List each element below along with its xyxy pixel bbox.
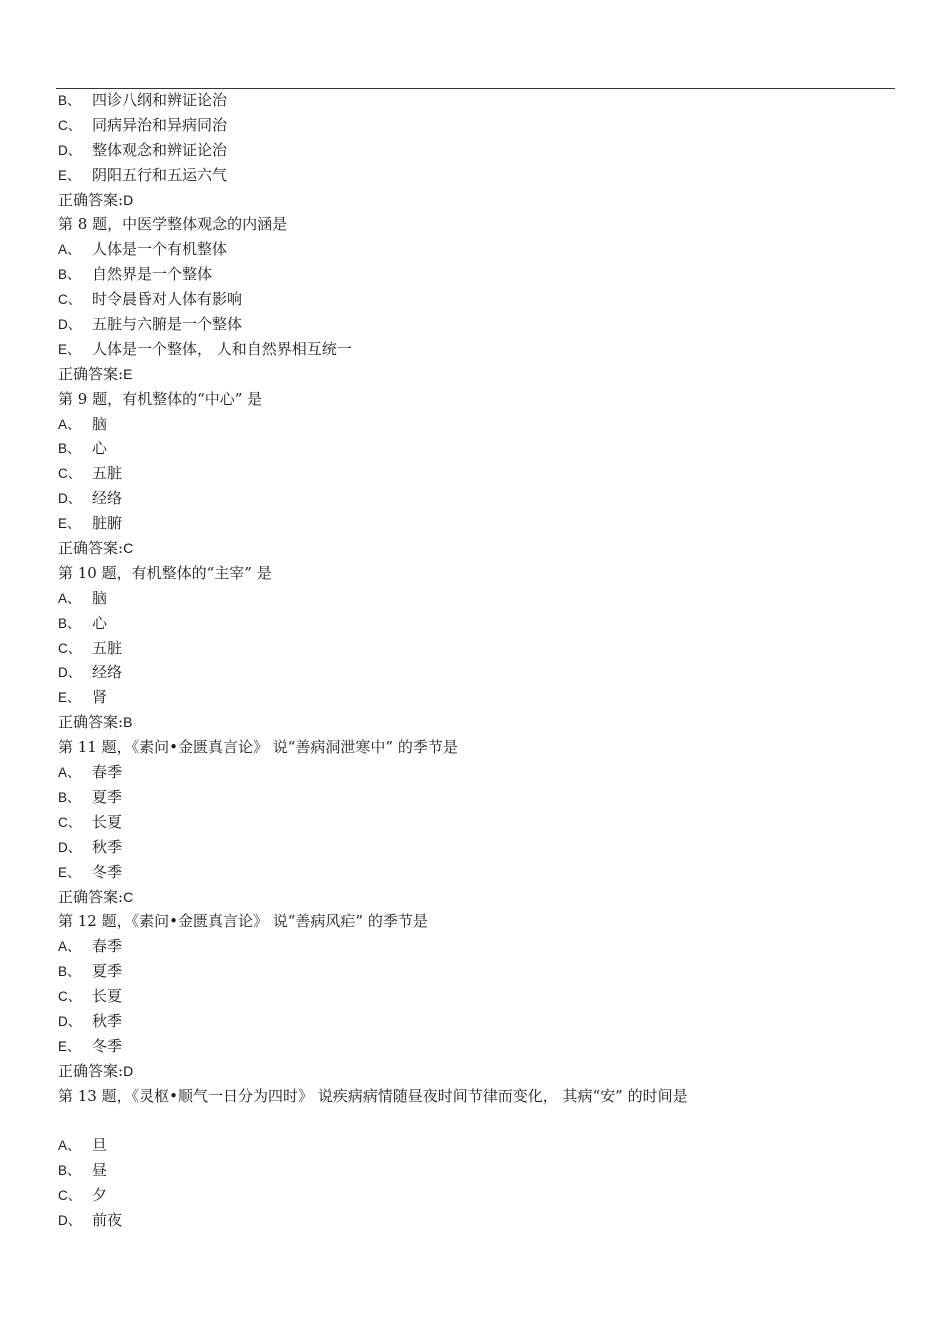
option-text: 心 (92, 613, 108, 632)
option-row (58, 436, 888, 461)
option-row (58, 237, 888, 262)
option-letter: A、 (58, 416, 81, 432)
option-letter: D、 (58, 1213, 82, 1229)
answer-row (58, 710, 888, 735)
option-text: 夏季 (92, 787, 123, 806)
option-text: 昼 (92, 1161, 108, 1180)
option-row (58, 1034, 888, 1059)
question-title: 第 10 题，有机整体的“主宰” 是 (58, 563, 272, 582)
option-row (58, 138, 888, 163)
option-text: 整体观念和辨证论治 (92, 140, 228, 159)
option-letter: C、 (58, 466, 82, 482)
answer-row (58, 885, 888, 910)
option-row (58, 262, 888, 287)
option-text: 脑 (92, 414, 108, 433)
option-text: 人体是一个整体， 人和自然界相互统一 (92, 339, 352, 358)
option-letter: C、 (58, 1188, 82, 1204)
option-letter: B、 (58, 1163, 81, 1179)
option-text: 夕 (92, 1186, 108, 1205)
option-text: 四诊八纲和辨证论治 (92, 91, 228, 109)
option-row (58, 312, 888, 337)
option-letter: A、 (58, 242, 81, 258)
question-title: 第 8 题，中医学整体观念的内涵是 (58, 215, 288, 234)
option-letter: E、 (58, 516, 81, 532)
option-letter: B、 (58, 267, 81, 283)
option-letter: A、 (58, 590, 81, 606)
option-letter: B、 (58, 615, 81, 631)
option-row (58, 810, 888, 835)
option-text: 同病异治和异病同治 (92, 115, 228, 134)
option-row (58, 1133, 888, 1158)
option-letter: B、 (58, 789, 81, 805)
option-row (58, 835, 888, 860)
answer-label: 正确答案: (58, 190, 124, 209)
option-letter: A、 (58, 1138, 81, 1154)
option-letter: E、 (58, 341, 81, 357)
option-row (58, 984, 888, 1009)
option-letter: B、 (58, 93, 81, 108)
option-row (58, 586, 888, 611)
option-text: 春季 (92, 937, 123, 956)
answer-label: 正确答案: (58, 713, 124, 732)
option-row (58, 1158, 888, 1183)
answer-value: C (123, 888, 134, 905)
option-row (58, 785, 888, 810)
option-text: 春季 (92, 763, 123, 782)
option-text: 经络 (92, 489, 123, 508)
option-row (58, 412, 888, 437)
option-letter: D、 (58, 491, 82, 507)
option-text: 肾 (92, 688, 108, 707)
option-text: 人体是一个有机整体 (92, 240, 228, 259)
option-row (58, 1183, 888, 1208)
option-letter: C、 (58, 117, 82, 133)
option-row (58, 461, 888, 486)
option-text: 冬季 (92, 1036, 123, 1055)
option-text: 秋季 (92, 1011, 123, 1030)
option-row (58, 860, 888, 885)
document-body (58, 88, 888, 1233)
option-letter: C、 (58, 989, 82, 1005)
option-text: 秋季 (92, 837, 123, 856)
answer-value: D (123, 1062, 134, 1079)
option-letter: B、 (58, 441, 81, 457)
option-text: 旦 (92, 1136, 108, 1155)
question-title: 第 12 题，《素问•金匮真言论》 说“善病风疟” 的季节是 (58, 912, 428, 931)
option-letter: E、 (58, 864, 81, 880)
option-letter: A、 (58, 939, 81, 955)
answer-value: C (123, 540, 134, 557)
option-text: 时令晨昏对人体有影响 (92, 290, 243, 309)
option-row (58, 934, 888, 959)
option-text: 五脏 (92, 464, 123, 483)
option-row (58, 163, 888, 188)
option-row (58, 611, 888, 636)
answer-value: B (123, 714, 133, 731)
option-row (58, 113, 888, 138)
answer-row (58, 188, 888, 213)
option-text: 长夏 (92, 987, 123, 1006)
question-title: 第 9 题，有机整体的“中心” 是 (58, 389, 263, 408)
answer-label: 正确答案: (58, 1061, 124, 1080)
option-row (58, 660, 888, 685)
answer-label: 正确答案: (58, 539, 124, 558)
option-text: 自然界是一个整体 (92, 265, 213, 284)
option-row (58, 287, 888, 312)
option-text: 心 (92, 439, 108, 458)
answer-label: 正确答案: (58, 364, 124, 383)
option-row (58, 636, 888, 661)
option-letter: D、 (58, 665, 82, 681)
answer-label: 正确答案: (58, 887, 124, 906)
option-letter: E、 (58, 1038, 81, 1054)
option-row (58, 337, 888, 362)
option-row (58, 959, 888, 984)
option-text: 前夜 (92, 1211, 123, 1230)
option-text: 阴阳五行和五运六气 (92, 165, 228, 184)
option-letter: D、 (58, 142, 82, 158)
option-letter: C、 (58, 292, 82, 308)
option-text: 冬季 (92, 862, 123, 881)
question-title: 第 13 题，《灵枢•顺气一日分为四时》 说疾病病情随昼夜时间节律而变化， 其病“安” 的时间是 (58, 1086, 688, 1105)
option-letter: D、 (58, 1013, 82, 1029)
option-text: 五脏与六腑是一个整体 (92, 315, 243, 334)
answer-row (58, 1059, 888, 1084)
option-row (58, 1009, 888, 1034)
option-row (58, 88, 888, 113)
option-row (58, 486, 888, 511)
option-letter: C、 (58, 814, 82, 830)
option-text: 脏腑 (92, 514, 123, 533)
option-row (58, 685, 888, 710)
option-text: 长夏 (92, 812, 123, 831)
option-text: 脑 (92, 588, 108, 607)
answer-value: E (123, 365, 133, 382)
option-row (58, 1208, 888, 1233)
answer-value: D (123, 191, 134, 208)
option-row (58, 511, 888, 536)
option-text: 五脏 (92, 638, 123, 657)
option-letter: E、 (58, 167, 81, 183)
answer-row (58, 536, 888, 561)
option-text: 夏季 (92, 962, 123, 981)
option-letter: A、 (58, 765, 81, 781)
option-row (58, 760, 888, 785)
question-title: 第 11 题，《素问•金匮真言论》 说“善病洞泄寒中” 的季节是 (58, 738, 458, 757)
option-letter: C、 (58, 640, 82, 656)
option-letter: D、 (58, 317, 82, 333)
option-letter: B、 (58, 964, 81, 980)
answer-row (58, 362, 888, 387)
option-text: 经络 (92, 663, 123, 682)
option-letter: E、 (58, 690, 81, 706)
option-letter: D、 (58, 839, 82, 855)
